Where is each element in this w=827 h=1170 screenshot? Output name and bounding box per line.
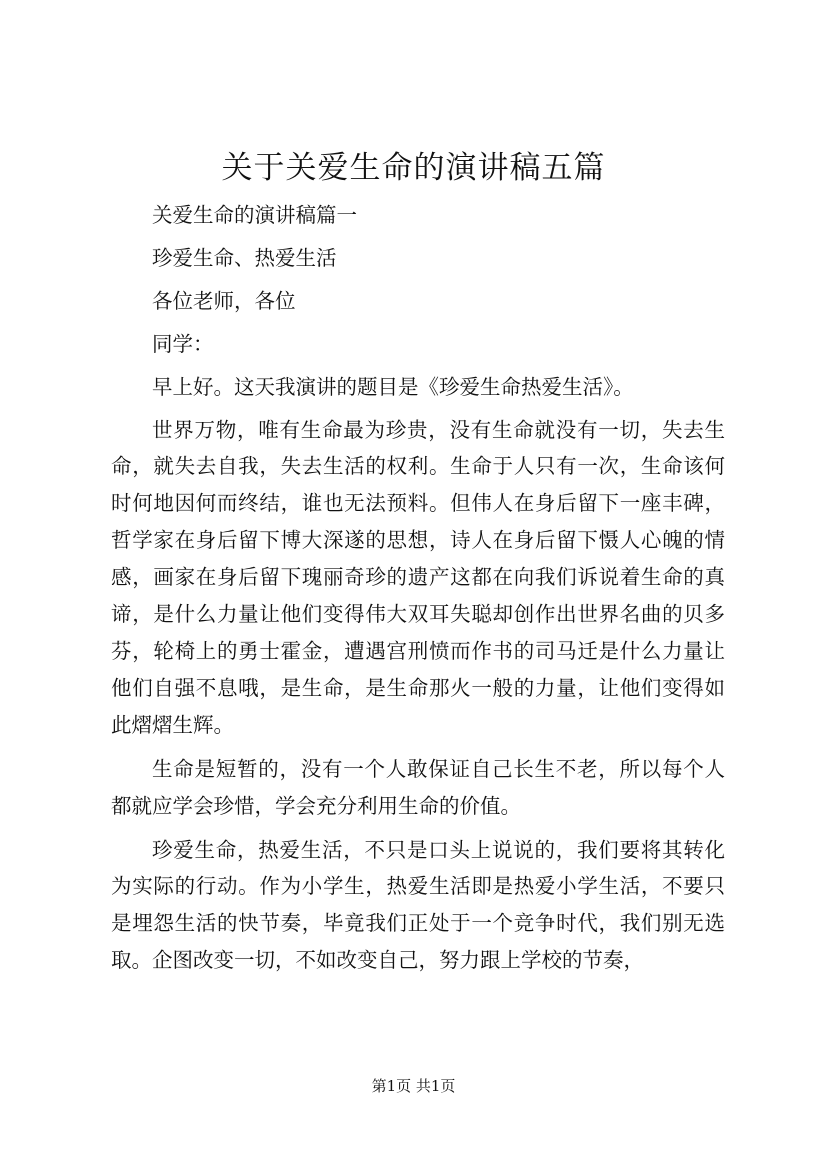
- document-title: 关于关爱生命的演讲稿五篇: [221, 150, 606, 186]
- paragraph-subtitle: 关爱生命的演讲稿篇一: [152, 203, 357, 227]
- page-footer: 第1页 共1页: [371, 1077, 456, 1095]
- paragraph-body-2: 生命是短暂的，没有一个人敢保证自己长生不老，所以每个人都就应学会珍惜，学会充分利用生命的价值。: [111, 756, 725, 818]
- paragraph-salutation-students: 同学：: [152, 331, 214, 356]
- paragraph-salutation-teachers: 各位老师，各位: [152, 288, 296, 313]
- document-body: [111, 197, 725, 985]
- paragraph-speech-title: 珍爱生命、热爱生活: [152, 245, 337, 270]
- paragraph-greeting: 早上好。这天我演讲的题目是《珍爱生命热爱生活》。: [152, 374, 634, 399]
- paragraph-body-1: 世界万物，唯有生命最为珍贵，没有生命就没有一切，失去生命，就失去自我，失去生活的权利。生命于人只有一次，生命该何时何地因何而终结，谁也无法预料。但伟人在身后留下一座丰碑，哲学家在身后留下博大深遂的思想，诗人在身后留下慑人心魄的情感，画家在身后留下瑰丽奇珍的遗产这都在向我们诉说着生命的真谛，是什么力量让他们变得伟大双耳失聪却创作出世界名曲的贝多芬，轮椅上的勇士霍金，遭遇宫刑愤而作书的司马迁是什么力量让他们自强不息哦，是生命，是生命那火一般的力量，让他们变得如此熠熠生辉。: [111, 417, 725, 737]
- paragraph-body-3: 珍爱生命，热爱生活，不只是口头上说说的，我们要将其转化为实际的行动。作为小学生，热爱生活即是热爱小学生活，不要只是埋怨生活的快节奏，毕竟我们正处于一个竞争时代，我们别无选取。企图改变一切，不如改变自己，努力跟上学校的节奏，: [111, 837, 725, 973]
